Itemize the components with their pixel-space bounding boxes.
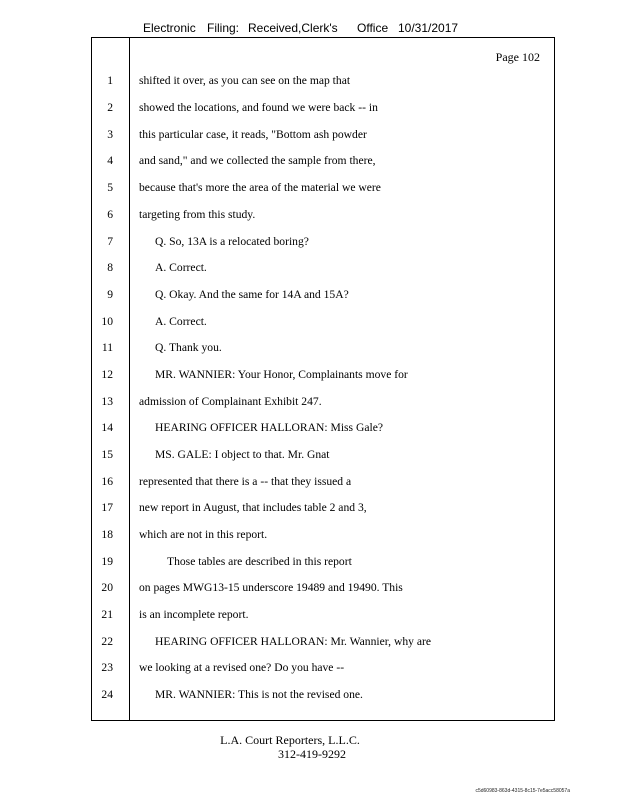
line-number: 16 — [101, 475, 113, 488]
filing-stamp-date: 10/31/2017 — [398, 21, 459, 35]
line-number: 20 — [101, 581, 113, 594]
line-text: we looking at a revised one? Do you have -- — [139, 661, 345, 674]
line-text: MS. GALE: I object to that. Mr. Gnat — [155, 448, 330, 461]
line-text: showed the locations, and found we were back -- in — [139, 101, 378, 114]
transcript-line — [91, 260, 553, 276]
line-text: A. Correct. — [155, 261, 207, 274]
line-number: 14 — [101, 421, 113, 434]
line-text: new report in August, that includes table 2 and 3, — [139, 501, 367, 514]
line-number: 10 — [101, 315, 113, 328]
transcript-line — [91, 367, 553, 383]
reporter-phone: 312-419-9292 — [278, 747, 346, 761]
line-number: 24 — [101, 688, 113, 701]
line-number: 17 — [101, 501, 113, 514]
transcript-line — [91, 634, 553, 650]
line-number: 8 — [107, 261, 113, 274]
line-text: MR. WANNIER: Your Honor, Complainants move for — [155, 368, 408, 381]
transcript-line — [91, 500, 553, 516]
line-text: which are not in this report. — [139, 528, 268, 541]
line-text: shifted it over, as you can see on the map that — [139, 74, 351, 87]
document-id: c5d60983-863d-4315-8c15-7e5acc58057a — [475, 788, 570, 794]
line-text: Those tables are described in this report — [167, 555, 352, 568]
line-number: 6 — [107, 208, 113, 221]
line-number: 13 — [101, 395, 113, 408]
reporter-company: L.A. Court Reporters, L.L.C. — [220, 733, 360, 747]
page-number: Page 102 — [495, 50, 540, 64]
line-number: 4 — [107, 154, 113, 167]
transcript-line — [91, 314, 553, 330]
line-text: MR. WANNIER: This is not the revised one. — [155, 688, 363, 701]
line-text: represented that there is a -- that they issued a — [139, 475, 352, 488]
transcript-line — [91, 607, 553, 623]
line-text: because that's more the area of the material we were — [139, 181, 381, 194]
line-text: Q. So, 13A is a relocated boring? — [155, 235, 309, 248]
transcript-line — [91, 394, 553, 410]
transcript-line — [91, 474, 553, 490]
line-number: 5 — [107, 181, 113, 194]
line-text: targeting from this study. — [139, 208, 256, 221]
line-number: 2 — [107, 101, 113, 114]
line-number: 3 — [107, 128, 113, 141]
line-text: HEARING OFFICER HALLORAN: Miss Gale? — [155, 421, 384, 434]
transcript-line — [91, 447, 553, 463]
transcript-line — [91, 73, 553, 89]
line-text: is an incomplete report. — [139, 608, 249, 621]
filing-stamp-word: Received,Clerk's — [248, 21, 338, 35]
line-number: 9 — [107, 288, 113, 301]
transcript-line — [91, 554, 553, 570]
line-number: 21 — [101, 608, 113, 621]
filing-stamp-word: Filing: — [207, 21, 240, 35]
line-text: Q. Thank you. — [155, 341, 222, 354]
transcript-line — [91, 153, 553, 169]
transcript-line — [91, 180, 553, 196]
line-number: 18 — [101, 528, 113, 541]
transcript-line — [91, 340, 553, 356]
line-number: 15 — [101, 448, 113, 461]
transcript-line — [91, 127, 553, 143]
line-number: 11 — [101, 341, 113, 354]
line-number: 22 — [101, 635, 113, 648]
transcript-line — [91, 287, 553, 303]
line-text: HEARING OFFICER HALLORAN: Mr. Wannier, why are — [155, 635, 431, 648]
line-number: 12 — [101, 368, 113, 381]
filing-stamp — [0, 20, 618, 36]
line-number: 19 — [101, 555, 113, 568]
transcript-line — [91, 527, 553, 543]
line-text: A. Correct. — [155, 315, 207, 328]
line-text: and sand," and we collected the sample from there, — [139, 154, 376, 167]
line-text: Q. Okay. And the same for 14A and 15A? — [155, 288, 349, 301]
transcript-line — [91, 207, 553, 223]
transcript-line — [91, 234, 553, 250]
line-number: 23 — [101, 661, 113, 674]
transcript-line — [91, 580, 553, 596]
transcript-line — [91, 660, 553, 676]
line-number: 7 — [107, 235, 113, 248]
transcript-line — [91, 420, 553, 436]
transcript-line — [91, 100, 553, 116]
line-text: this particular case, it reads, "Bottom ash powder — [139, 128, 367, 141]
line-text: on pages MWG13-15 underscore 19489 and 19490. This — [139, 581, 403, 594]
transcript-line — [91, 687, 553, 703]
filing-stamp-word: Office — [357, 21, 389, 35]
filing-stamp-word: Electronic — [143, 21, 196, 35]
line-number: 1 — [107, 74, 113, 87]
line-text: admission of Complainant Exhibit 247. — [139, 395, 322, 408]
